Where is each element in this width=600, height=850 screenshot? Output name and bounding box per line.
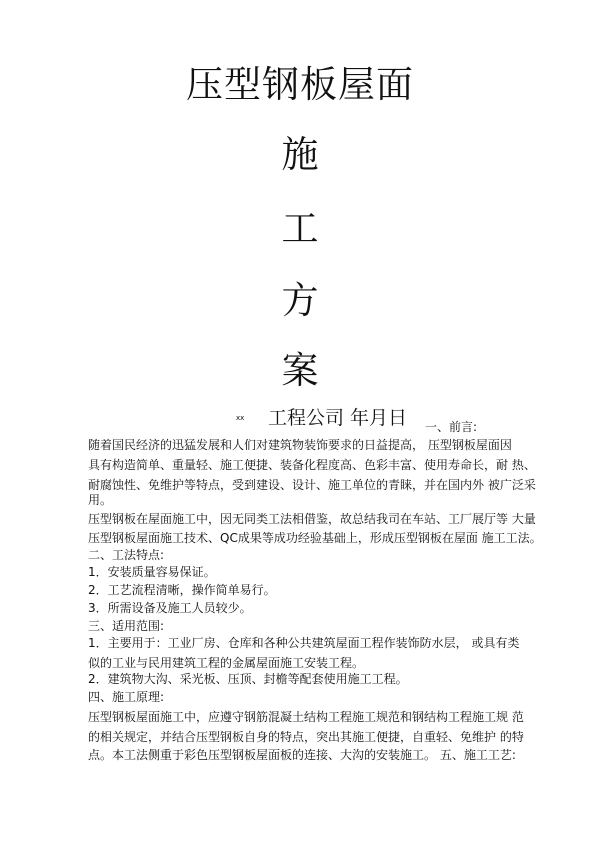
section-heading: 四、施工原理: [88,690,165,704]
body-line: 压型钢板屋面施工技术、QC成果等成功经验基础上，形成压型钢板在屋面 施工工法。 [88,531,542,545]
list-item: 1．安装质量容易保证。 [88,565,216,579]
list-item: 2．建筑物大沟、采光板、压顶、封檐等配套使用施工工程。 [88,672,408,686]
title-char-2: 工 [281,207,319,250]
body-line: 的相关规定，并结合压型钢板自身的特点，突出其施工便捷，自重轻、免维护 的特 [88,730,524,744]
body-line: 耐腐蚀性、免维护等特点，受到建设、设计、施工单位的青睐，并在国内外 被广泛采 [88,478,536,492]
body-line: 压型钢板屋面施工中，应遵守钢筋混凝土结构工程施工规范和钢结构工程施工规 范 [88,710,524,724]
body-line: 点。本工法侧重于彩色压型钢板屋面板的连接、大沟的安装施工。 五、施工工艺: [88,748,516,762]
body-line: 随着国民经济的迅猛发展和人们对建筑物装饰要求的日益提高， 压型钢板屋面因 [88,438,512,452]
body-line: 压型钢板在屋面施工中，因无同类工法相借鉴，故总结我司在车站、工厂展厅等 大量 [88,512,536,526]
title-char-3: 方 [281,279,319,322]
body-line: 用。 [88,493,113,507]
section-heading: 二、工法特点: [88,548,165,562]
title-char-1: 施 [281,133,319,176]
list-item: 1．主要用于：工业厂房、仓库和各种公共建筑屋面工程作装饰防水层， 或具有类 [88,636,520,650]
company-date-line: 工程公司 年月日 [268,407,408,429]
document-title: 压型钢板屋面 [186,63,414,106]
list-item: 3．所需设备及施工人员较少。 [88,601,252,615]
company-prefix: xx [236,414,245,422]
section-heading: 三、适用范围: [88,619,165,633]
title-char-4: 案 [281,349,319,392]
body-line: 似的工业与民用建筑工程的金属屋面施工安装工程。 [88,656,365,670]
preface-heading: 一、前言: [425,420,478,434]
body-line: 具有构造简单、重量轻、施工便捷、装备化程度高、色彩丰富、使用寿命长，耐 热、 [88,458,536,472]
list-item: 2．工艺流程清晰，操作简单易行。 [88,583,276,597]
